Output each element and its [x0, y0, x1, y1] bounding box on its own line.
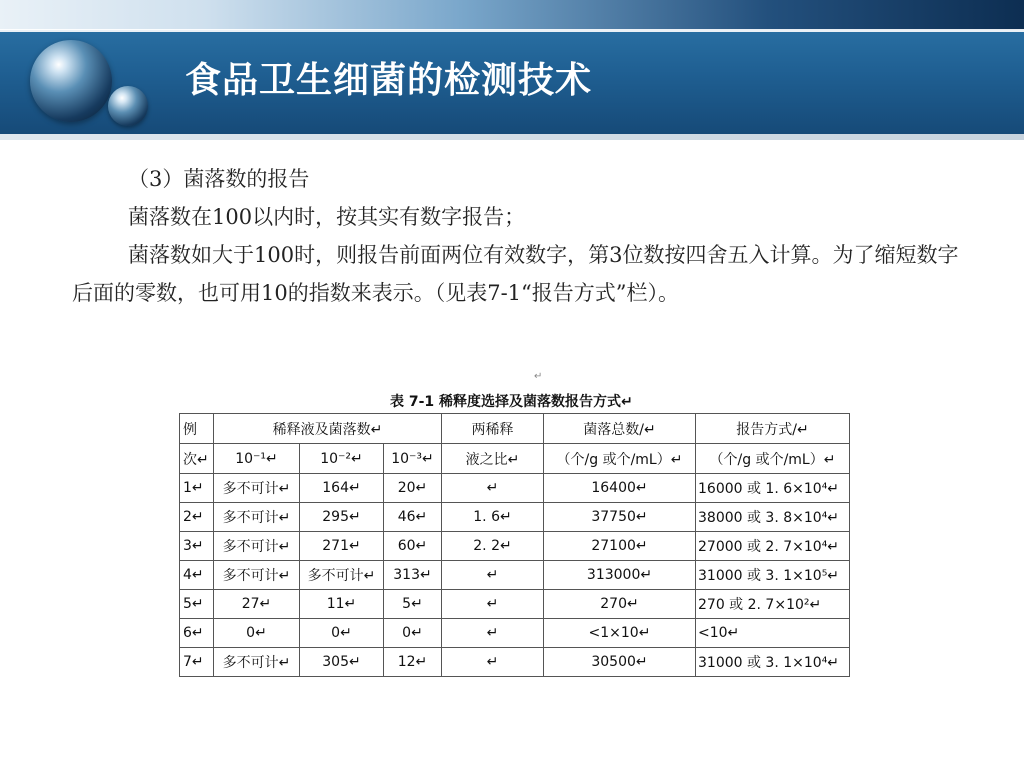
report-table	[179, 413, 850, 677]
cell-case: 7↵	[180, 648, 214, 677]
cell-case: 2↵	[180, 503, 214, 532]
cell-report: 270 或 2. 7×10²↵	[696, 590, 850, 619]
header-top-strip	[0, 0, 1024, 30]
cell-case: 4↵	[180, 561, 214, 590]
table-row	[180, 561, 850, 590]
cell-total: 30500↵	[544, 648, 696, 677]
cell-dilution-1: 0↵	[214, 619, 300, 648]
header-dilution-col: 10⁻¹↵	[214, 444, 300, 474]
cell-ratio: ↵	[442, 590, 544, 619]
cell-ratio: ↵	[442, 474, 544, 503]
header-report-top: 报告方式/↵	[696, 414, 850, 444]
paragraph-under-100: 菌落数在100以内时，按其实有数字报告；	[128, 205, 526, 229]
body-text	[72, 160, 960, 312]
cell-dilution-2: 164↵	[300, 474, 384, 503]
cell-ratio: ↵	[442, 561, 544, 590]
cell-report: 31000 或 3. 1×10⁴↵	[696, 648, 850, 677]
cell-dilution-1: 多不可计↵	[214, 561, 300, 590]
cell-ratio: ↵	[442, 648, 544, 677]
cell-dilution-3: 60↵	[384, 532, 442, 561]
cell-dilution-2: 0↵	[300, 619, 384, 648]
header-dilution-col: 10⁻³↵	[384, 444, 442, 474]
cell-total: 37750↵	[544, 503, 696, 532]
cursor-mark: ↵	[534, 371, 543, 382]
paragraph-over-100: 菌落数如大于100时，则报告前面两位有效数字，第3位数按四舍五入计算。为了缩短数字后面的零数，也可用10的指数来表示。（见表7-1“报告方式”栏）。	[72, 243, 959, 305]
header-ratio-top: 两稀释	[442, 414, 544, 444]
table-caption: 表 7-1 稀释度选择及菌落数报告方式↵	[390, 394, 633, 410]
table-subheader-row	[180, 444, 850, 474]
header-dilution: 稀释液及菌落数↵	[214, 414, 442, 444]
cell-dilution-1: 多不可计↵	[214, 532, 300, 561]
header-bottom-line	[0, 134, 1024, 140]
cell-dilution-2: 305↵	[300, 648, 384, 677]
cell-case: 1↵	[180, 474, 214, 503]
paragraph-heading: （3）菌落数的报告	[128, 167, 310, 191]
cell-dilution-3: 12↵	[384, 648, 442, 677]
table-body	[180, 474, 850, 677]
table-header-row	[180, 414, 850, 444]
header-total-top: 菌落总数/↵	[544, 414, 696, 444]
cell-dilution-3: 20↵	[384, 474, 442, 503]
table-row	[180, 619, 850, 648]
cell-dilution-1: 多不可计↵	[214, 474, 300, 503]
table-row	[180, 648, 850, 677]
cell-ratio: ↵	[442, 619, 544, 648]
cell-report: 27000 或 2. 7×10⁴↵	[696, 532, 850, 561]
header-total-bottom: （个/g 或个/mL）↵	[544, 444, 696, 474]
table-row	[180, 590, 850, 619]
table-row	[180, 503, 850, 532]
cell-total: 270↵	[544, 590, 696, 619]
header-case-top: 例	[180, 414, 214, 444]
header-divider	[0, 29, 1024, 32]
cell-dilution-2: 271↵	[300, 532, 384, 561]
cell-total: 27100↵	[544, 532, 696, 561]
cell-total: 313000↵	[544, 561, 696, 590]
cell-dilution-2: 11↵	[300, 590, 384, 619]
table-row	[180, 474, 850, 503]
cell-dilution-3: 46↵	[384, 503, 442, 532]
header-dilution-col: 10⁻²↵	[300, 444, 384, 474]
cell-case: 3↵	[180, 532, 214, 561]
cell-dilution-1: 多不可计↵	[214, 503, 300, 532]
cell-total: 16400↵	[544, 474, 696, 503]
cell-report: 16000 或 1. 6×10⁴↵	[696, 474, 850, 503]
cell-report: <10↵	[696, 619, 850, 648]
header-ratio-bottom: 液之比↵	[442, 444, 544, 474]
cell-dilution-2: 295↵	[300, 503, 384, 532]
cell-ratio: 1. 6↵	[442, 503, 544, 532]
cell-case: 5↵	[180, 590, 214, 619]
cell-dilution-3: 0↵	[384, 619, 442, 648]
cell-dilution-1: 多不可计↵	[214, 648, 300, 677]
cell-dilution-1: 27↵	[214, 590, 300, 619]
cell-case: 6↵	[180, 619, 214, 648]
header-report-bottom: （个/g 或个/mL）↵	[696, 444, 850, 474]
slide-title: 食品卫生细菌的检测技术	[185, 60, 593, 101]
large-sphere-logo	[30, 40, 112, 122]
cell-total: <1×10↵	[544, 619, 696, 648]
cell-ratio: 2. 2↵	[442, 532, 544, 561]
cell-dilution-2: 多不可计↵	[300, 561, 384, 590]
cell-report: 31000 或 3. 1×10⁵↵	[696, 561, 850, 590]
header-case-bottom: 次↵	[180, 444, 214, 474]
cell-dilution-3: 313↵	[384, 561, 442, 590]
table-row	[180, 532, 850, 561]
small-sphere-logo	[108, 86, 148, 126]
cell-dilution-3: 5↵	[384, 590, 442, 619]
cell-report: 38000 或 3. 8×10⁴↵	[696, 503, 850, 532]
